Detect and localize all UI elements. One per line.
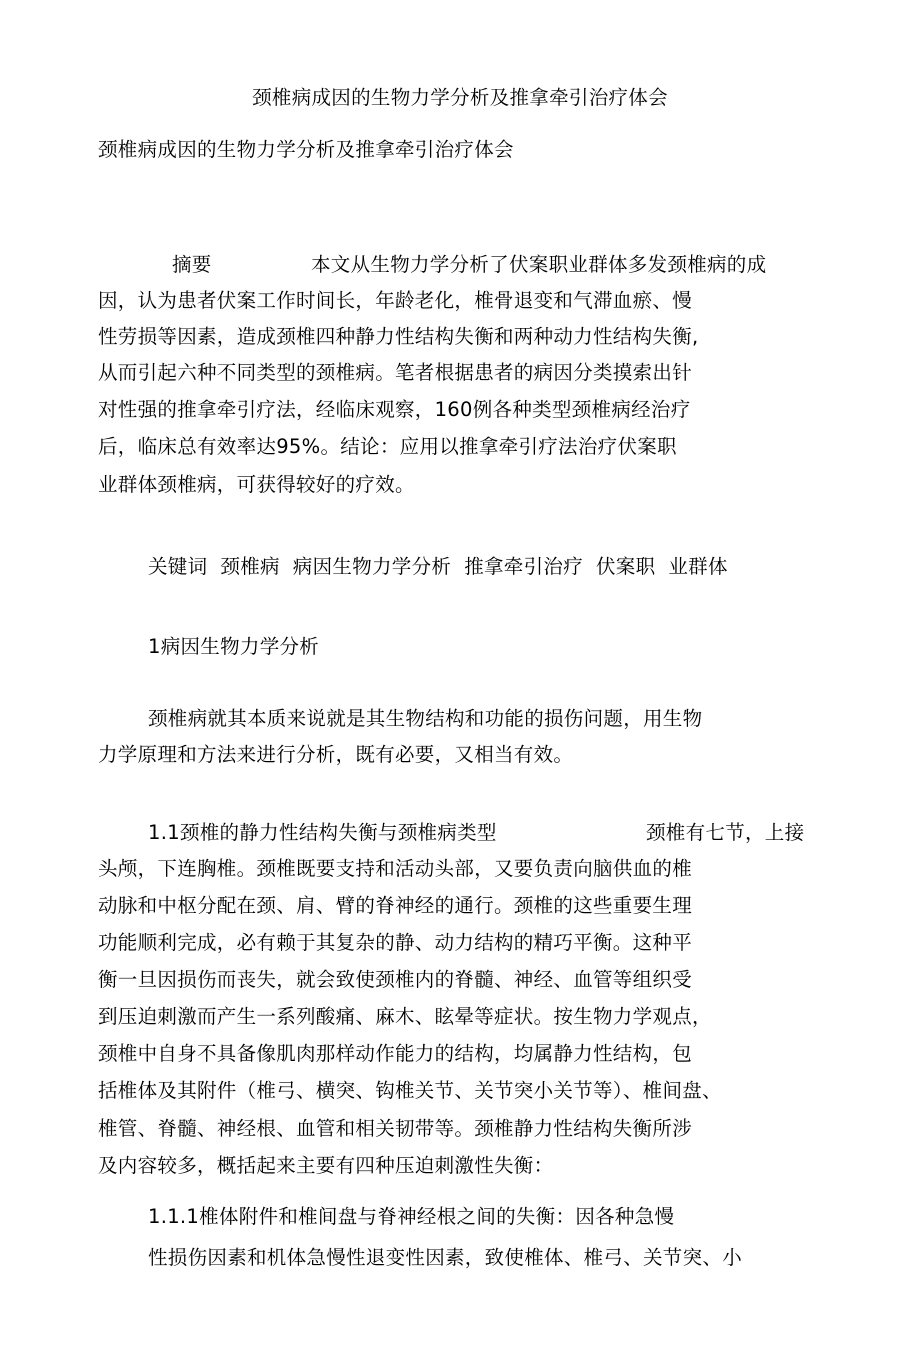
paragraph-line: 性损伤因素和机体急慢性退变性因素，致使椎体、椎弓、关节突、小 xyxy=(148,1246,743,1269)
abstract-line: 后，临床总有效率达95%。结论：应用以推拿牵引疗法治疗伏案职 xyxy=(98,435,677,458)
abstract-line: 性劳损等因素，造成颈椎四种静力性结构失衡和两种动力性结构失衡, xyxy=(98,325,699,348)
paragraph-line: 功能顺利完成，必有赖于其复杂的静、动力结构的精巧平衡。这种平 xyxy=(98,931,693,954)
keywords: 关键词 颈椎病 病因生物力学分析 推拿牵引治疗 伏案职 业群体 xyxy=(148,555,728,578)
paragraph-line: 力学原理和方法来进行分析，既有必要，又相当有效。 xyxy=(98,743,574,766)
paragraph-line: 括椎体及其附件（椎弓、横突、钩椎关节、关节突小关节等）、椎间盘、 xyxy=(98,1079,722,1102)
abstract-line: 因，认为患者伏案工作时间长，年龄老化，椎骨退变和气滞血瘀、慢 xyxy=(98,289,693,312)
section-heading: 1病因生物力学分析 xyxy=(148,635,320,658)
paragraph-line: 动脉和中枢分配在颈、肩、臂的脊神经的通行。颈椎的这些重要生理 xyxy=(98,894,693,917)
paragraph-line: 及内容较多，概括起来主要有四种压迫刺激性失衡： xyxy=(98,1154,554,1177)
abstract-label: 摘要 xyxy=(172,253,212,276)
abstract-line: 从而引起六种不同类型的颈椎病。笔者根据患者的病因分类摸索出针 xyxy=(98,361,693,384)
paragraph-line: 颈椎中自身不具备像肌肉那样动作能力的结构，均属静力性结构，包 xyxy=(98,1042,693,1065)
paragraph-line: 衡一旦因损伤而丧失，就会致使颈椎内的脊髓、神经、血管等组织受 xyxy=(98,968,693,991)
paragraph-line: 头颅，下连胸椎。颈椎既要支持和活动头部，又要负责向脑供血的椎 xyxy=(98,857,693,880)
paragraph-line: 到压迫刺激而产生一系列酸痛、麻木、眩晕等症状。按生物力学观点， xyxy=(98,1005,712,1028)
abstract-line: 业群体颈椎病，可获得较好的疗效。 xyxy=(98,473,415,496)
subsubsection-heading: 1.1.1椎体附件和椎间盘与脊神经根之间的失衡：因各种急慢 xyxy=(148,1205,675,1228)
subsection-heading: 1.1颈椎的静力性结构失衡与颈椎病类型 xyxy=(148,821,497,844)
paragraph-line: 颈椎病就其本质来说就是其生物结构和功能的损伤问题，用生物 xyxy=(148,707,703,730)
paragraph-line: 颈椎有七节，上接 xyxy=(646,821,805,844)
document-title: 颈椎病成因的生物力学分析及推拿牵引治疗体会 xyxy=(252,86,668,109)
abstract-line: 本文从生物力学分析了伏案职业群体多发颈椎病的成 xyxy=(311,253,767,276)
paragraph-line: 椎管、脊髓、神经根、血管和相关韧带等。颈椎静力性结构失衡所涉 xyxy=(98,1117,693,1140)
document-subtitle: 颈椎病成因的生物力学分析及推拿牵引治疗体会 xyxy=(98,138,514,161)
abstract-line: 对性强的推拿牵引疗法，经临床观察，160例各种类型颈椎病经治疗 xyxy=(98,398,691,421)
